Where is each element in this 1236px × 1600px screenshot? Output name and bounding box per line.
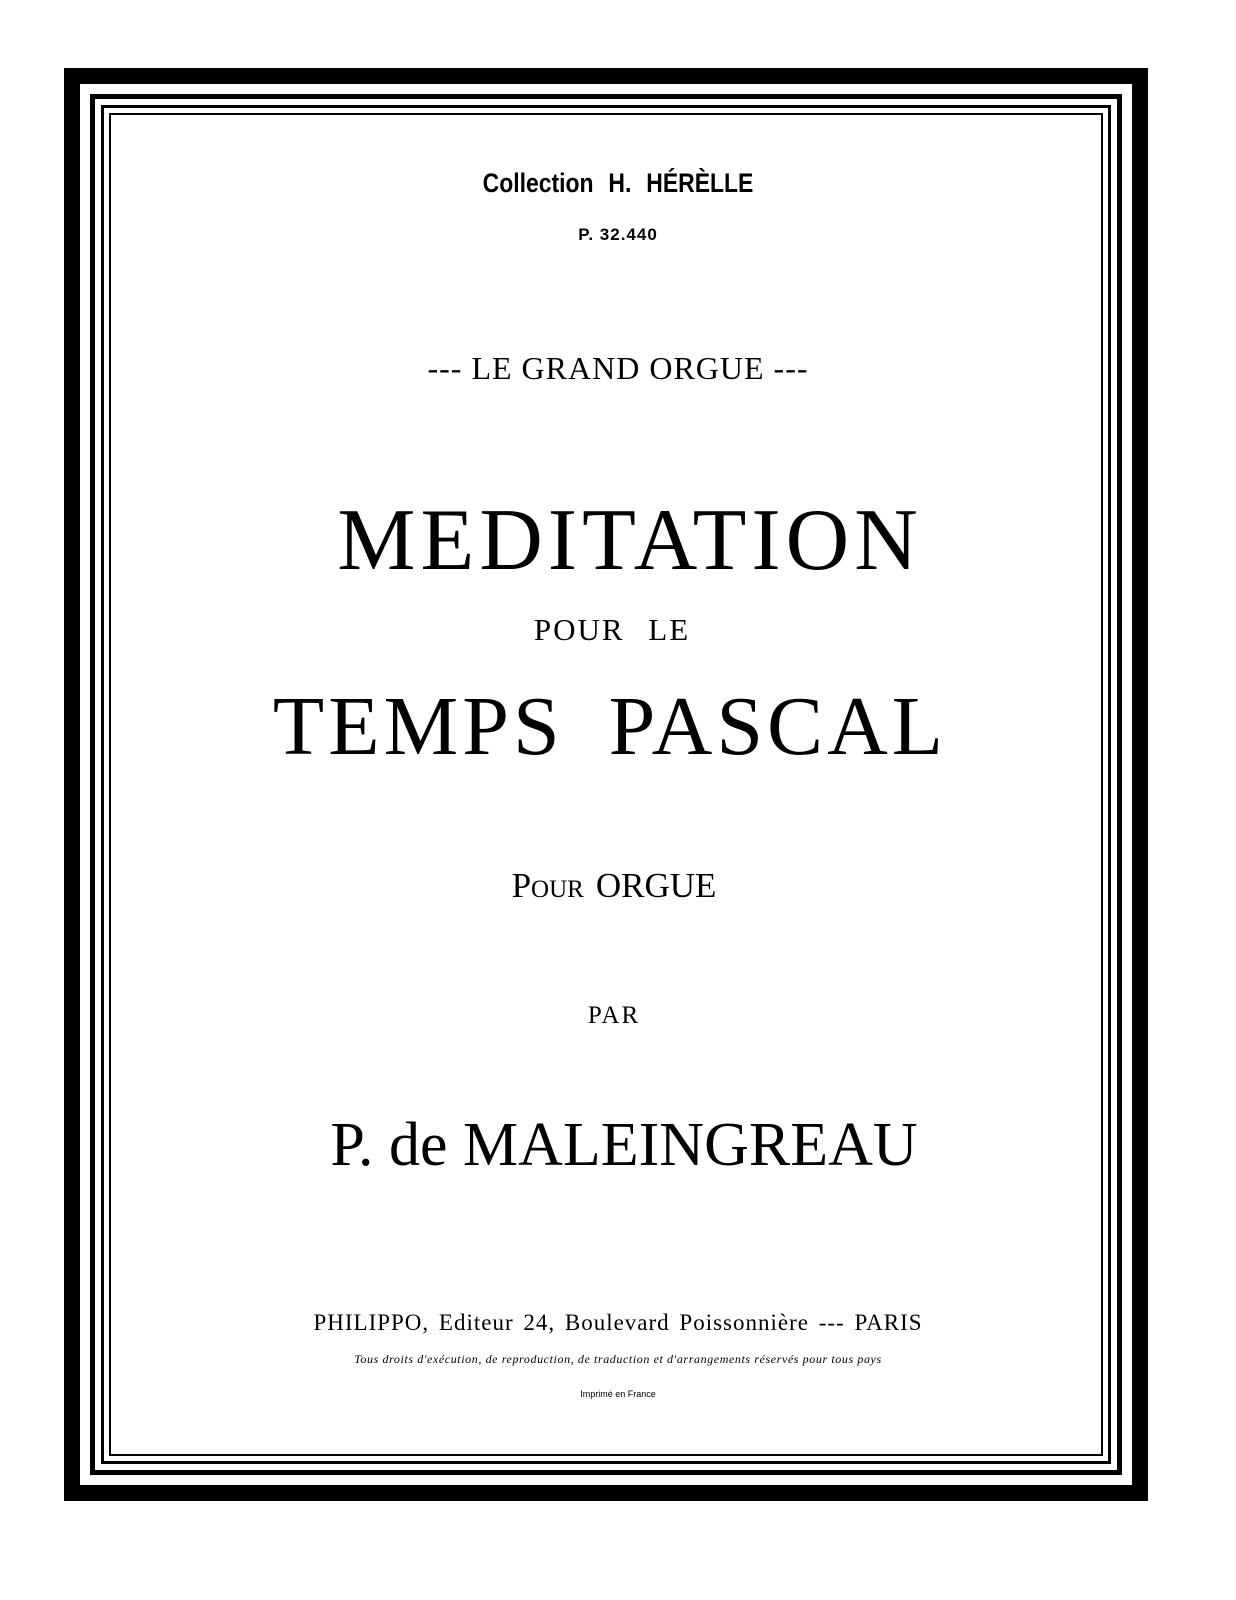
series-title: --- LE GRAND ORGUE --- bbox=[427, 350, 809, 386]
collection-title: Collection H. HÉRÈLLE bbox=[482, 168, 754, 198]
instrumentation bbox=[0, 866, 1232, 906]
title-connector: POUR LE bbox=[533, 612, 691, 647]
publisher-line: PHILIPPO, Editeur 24, Boulevard Poissonnière --- PARIS bbox=[313, 1310, 923, 1335]
by-label: PAR bbox=[587, 1002, 641, 1029]
instrumentation-pour: Pour bbox=[511, 866, 584, 905]
title-subject: TEMPS PASCAL bbox=[272, 680, 948, 773]
plate-number: P. 32.440 bbox=[578, 225, 658, 244]
printed-in-notice: Imprimé en France bbox=[580, 1389, 656, 1399]
rights-notice: Tous droits d'exécution, de reproduction, de traduction et d'arrangements réservés pour tous pays bbox=[354, 1352, 882, 1366]
title-main: MEDITATION bbox=[337, 492, 923, 589]
border-frame-line-3 bbox=[109, 113, 1103, 1456]
instrumentation-name: ORGUE bbox=[595, 866, 717, 905]
composer-name: P. de MALEINGREAU bbox=[330, 1111, 918, 1179]
